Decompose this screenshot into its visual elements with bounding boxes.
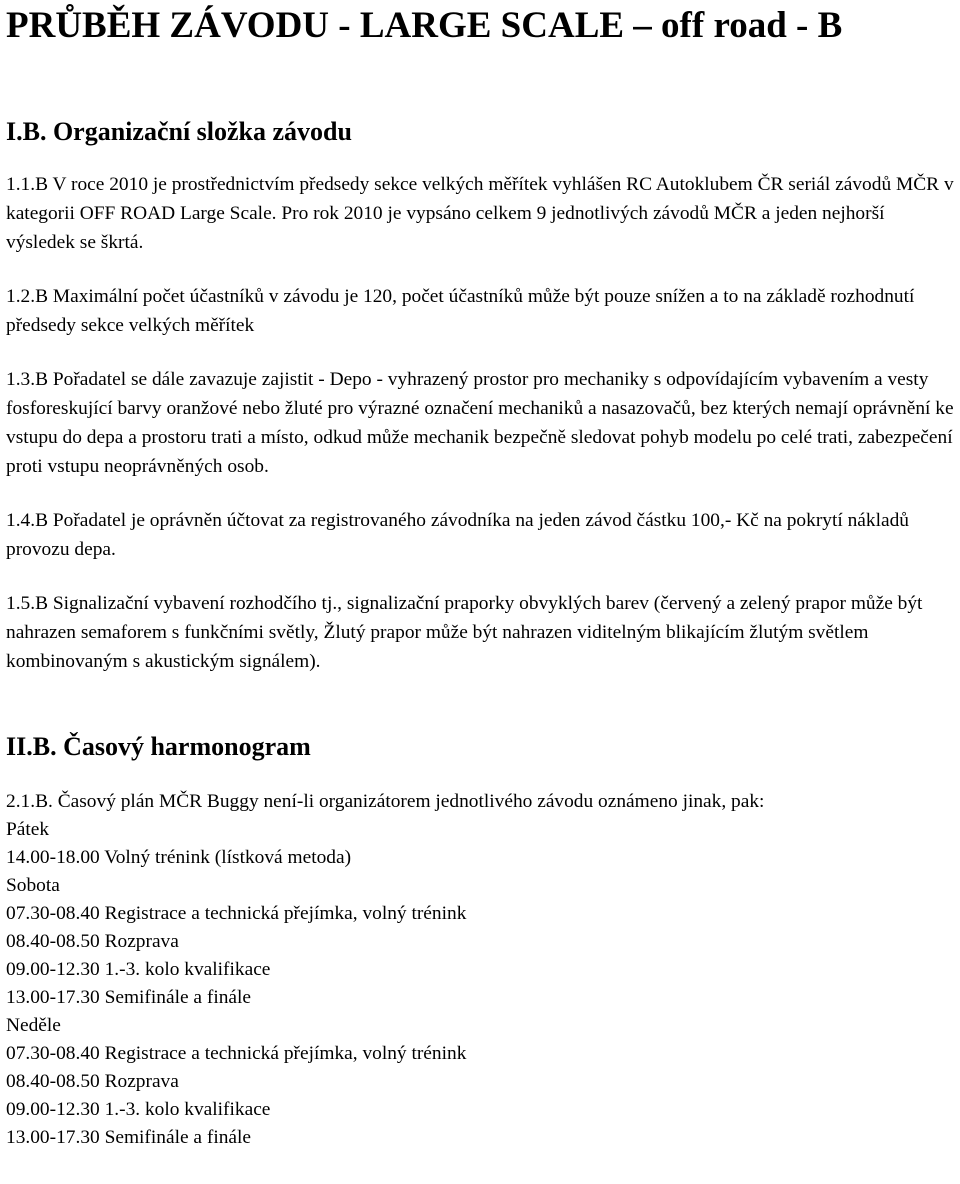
document-title: PRŮBĚH ZÁVODU - LARGE SCALE – off road - B bbox=[6, 5, 843, 46]
paragraph-1-1: 1.1.B V roce 2010 je prostřednictvím předsedy sekce velkých měřítek vyhlášen RC Autoklubem ČR seriál závodů MČR v kategorii OFF ROAD Large Scale. Pro rok 2010 je vypsáno celkem 9 jednotlivých závodů MČR a jeden nejhorší výsledek se škrtá. bbox=[6, 174, 954, 253]
paragraph-2-1: 2.1.B. Časový plán MČR Buggy není-li organizátorem jednotlivého závodu oznámeno jinak, pak: bbox=[6, 791, 765, 812]
schedule-list bbox=[6, 816, 956, 1152]
schedule-item: 13.00-17.30 Semifinále a finále bbox=[6, 987, 252, 1008]
schedule-item: 07.30-08.40 Registrace a technická přejímka, volný trénink bbox=[6, 903, 467, 924]
schedule-day-sobota: Sobota bbox=[6, 875, 60, 896]
document-page bbox=[6, 0, 956, 1152]
section-heading-harmonogram: II.B. Časový harmonogram bbox=[6, 732, 311, 761]
paragraph-1-4: 1.4.B Pořadatel je oprávněn účtovat za registrovaného závodníka na jeden závod částku 100,- Kč na pokrytí nákladů provozu depa. bbox=[6, 510, 909, 560]
schedule-item: 07.30-08.40 Registrace a technická přejímka, volný trénink bbox=[6, 1043, 467, 1064]
paragraph-1-2: 1.2.B Maximální počet účastníků v závodu je 120, počet účastníků může být pouze snížen a to na základě rozhodnutí předsedy sekce velkých měřítek bbox=[6, 286, 915, 336]
schedule-item: 09.00-12.30 1.-3. kolo kvalifikace bbox=[6, 959, 271, 980]
paragraph-1-3: 1.3.B Pořadatel se dále zavazuje zajistit - Depo - vyhrazený prostor pro mechaniky s odpovídajícím vybavením a vesty fosforeskující barvy oranžové nebo žluté pro výrazné označení mechaniků a nasazovačů, bez kterých nemají oprávnění ke vstupu do depa a prostoru trati a místo, odkud může mechanik bezpečně sledovat pohyb modelu po celé trati, zabezpečení proti vstupu neoprávněných osob. bbox=[6, 369, 954, 477]
schedule-item: 08.40-08.50 Rozprava bbox=[6, 1071, 179, 1092]
section-heading-organizacni: I.B. Organizační složka závodu bbox=[6, 117, 352, 146]
schedule-day-nedele: Neděle bbox=[6, 1015, 61, 1036]
schedule-item: 08.40-08.50 Rozprava bbox=[6, 931, 179, 952]
schedule-item: 09.00-12.30 1.-3. kolo kvalifikace bbox=[6, 1099, 271, 1120]
schedule-item: 13.00-17.30 Semifinále a finále bbox=[6, 1127, 252, 1148]
schedule-day-patek: Pátek bbox=[6, 819, 50, 840]
paragraph-1-5: 1.5.B Signalizační vybavení rozhodčího tj., signalizační praporky obvyklých barev (červený a zelený prapor může být nahrazen semaforem s funkčními světly, Žlutý prapor může být nahrazen viditelným blikajícím žlutým světlem kombinovaným s akustickým signálem). bbox=[6, 593, 923, 672]
schedule-item: 14.00-18.00 Volný trénink (lístková metoda) bbox=[6, 847, 352, 868]
